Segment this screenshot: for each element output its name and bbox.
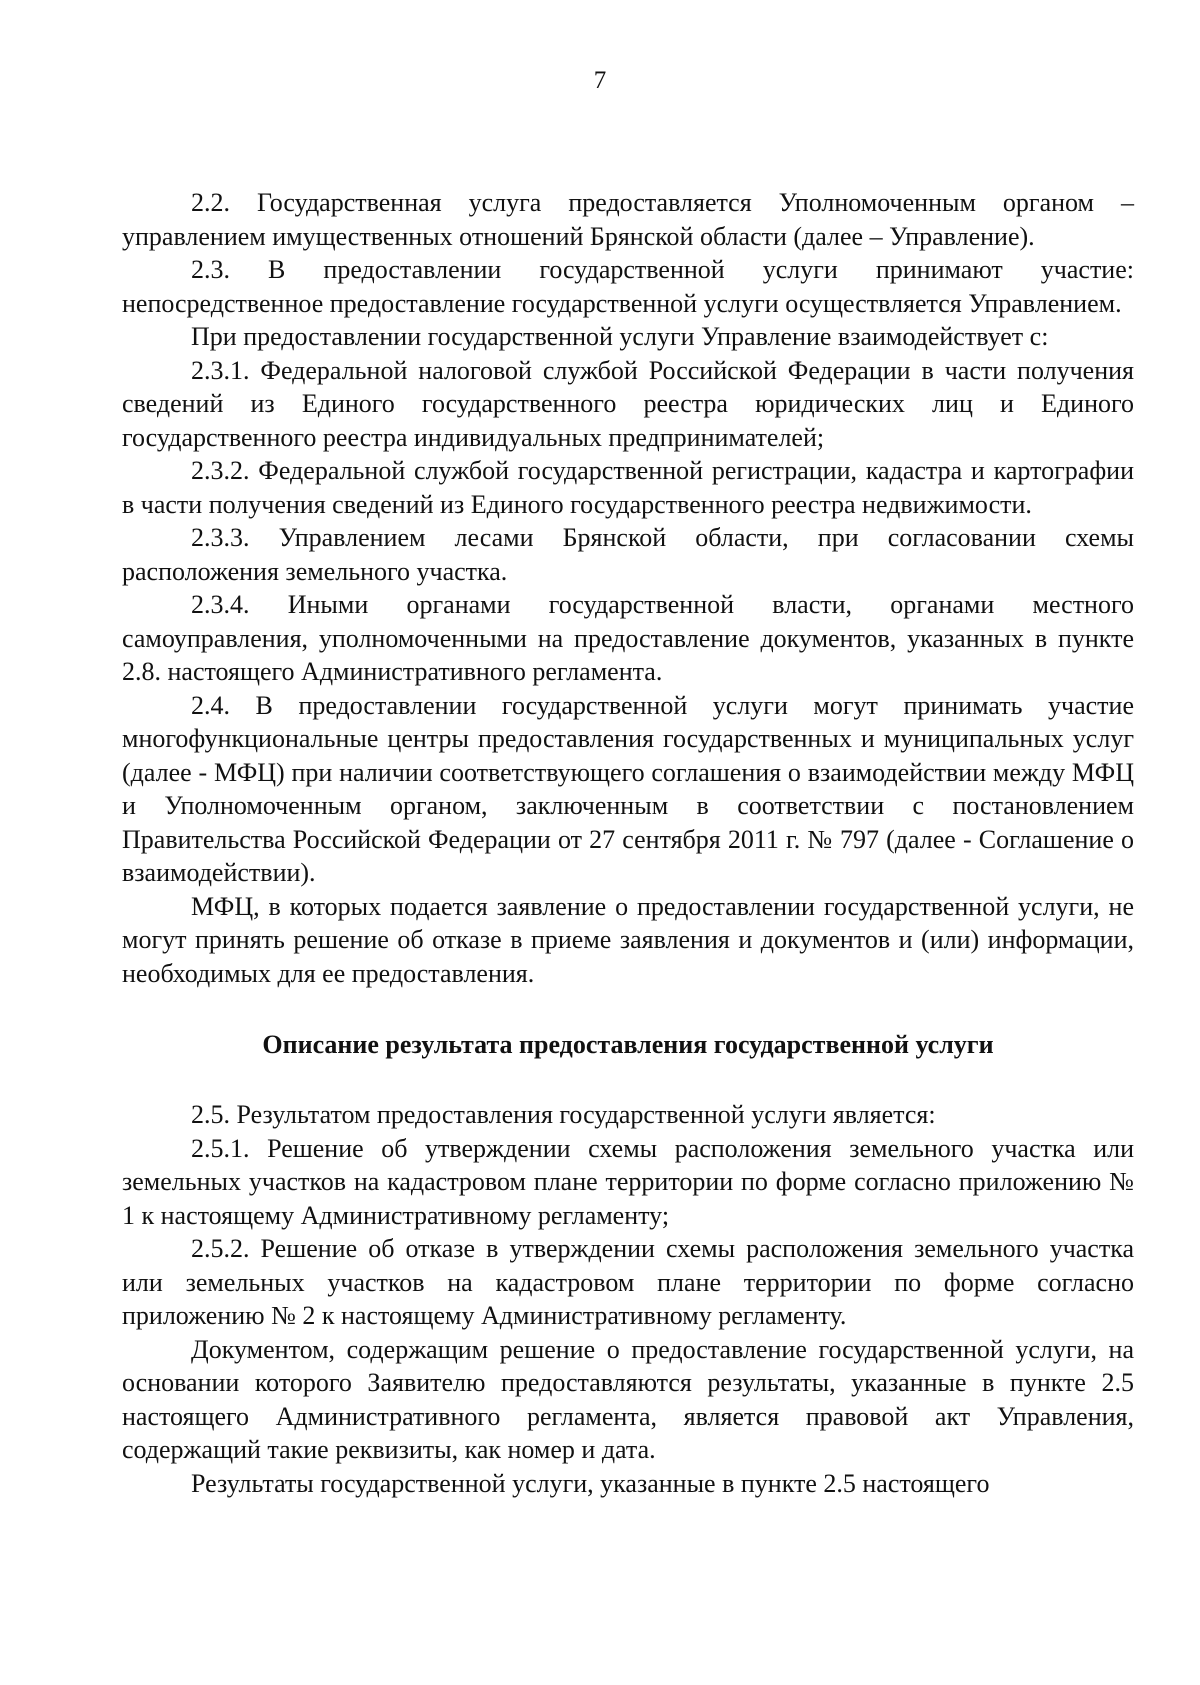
paragraph-2-5-2: 2.5.2. Решение об отказе в утверждении схемы расположения земельного участка или земельных участков на кадастровом плане территории по форме согласно приложению № 2 к настоящему Административному регламенту. bbox=[122, 1234, 1134, 1330]
paragraph-mfc: МФЦ, в которых подается заявление о предоставлении государственной услуги, не могут принять решение об отказе в приеме заявления и документов и (или) информации, необходимых для ее предоставления. bbox=[122, 891, 1134, 988]
paragraph-results-continued: Результаты государственной услуги, указанные в пункте 2.5 настоящего bbox=[191, 1468, 990, 1498]
paragraph-2-3-4: 2.3.4. Иными органами государственной власти, органами местного самоуправления, уполномоченными на предоставление документов, указанных в пункте 2.8. настоящего Административного регламента. bbox=[122, 590, 1134, 686]
paragraph-2-4: 2.4. В предоставлении государственной услуги могут принимать участие многофункциональные центры предоставления государственных и муниципальных услуг (далее - МФЦ) при наличии соответствующего соглашения о взаимодействии между МФЦ и Уполномоченным органом, заключенным в соответствии с постановлением Правительства Российской Федерации от 27 сентября 2011 г. № 797 (далее - Соглашение о взаимодействии). bbox=[122, 690, 1134, 887]
paragraph-interaction-intro: При предоставлении государственной услуги Управление взаимодействует с: bbox=[191, 322, 1049, 351]
paragraph-decision-document: Документом, содержащим решение о предоставление государственной услуги, на основании которого Заявителю предоставляются результаты, указанные в пункте 2.5 настоящего Административного регламента, является правовой акт Управления, содержащий такие реквизиты, как номер и дата. bbox=[122, 1334, 1134, 1464]
paragraph-2-5-1: 2.5.1. Решение об утверждении схемы расположения земельного участка или земельных участков на кадастровом плане территории по форме согласно приложению № 1 к настоящему Административному регламенту; bbox=[122, 1133, 1134, 1230]
paragraph-2-3: 2.3. В предоставлении государственной услуги принимают участие: непосредственное предоставление государственной услуги осуществляется Управлением. bbox=[122, 255, 1134, 318]
paragraph-2-3-3: 2.3.3. Управлением лесами Брянской области, при согласовании схемы расположения земельного участка. bbox=[122, 523, 1134, 586]
document-body bbox=[122, 186, 1134, 1500]
paragraph-2-3-2: 2.3.2. Федеральной службой государственной регистрации, кадастра и картографии в части получения сведений из Единого государственного реестра недвижимости. bbox=[122, 456, 1134, 519]
section-heading: Описание результата предоставления государственной услуги bbox=[262, 1030, 994, 1059]
paragraph-2-5: 2.5. Результатом предоставления государственной услуги является: bbox=[191, 1100, 936, 1129]
page-number: 7 bbox=[593, 67, 607, 94]
paragraph-2-2: 2.2. Государственная услуга предоставляется Уполномоченным органом – управлением имущественных отношений Брянской области (далее – Управление). bbox=[122, 188, 1134, 251]
paragraph-2-3-1: 2.3.1. Федеральной налоговой службой Российской Федерации в части получения сведений из Единого государственного реестра юридических лиц и Единого государственного реестра индивидуальных предпринимателей; bbox=[122, 355, 1134, 452]
